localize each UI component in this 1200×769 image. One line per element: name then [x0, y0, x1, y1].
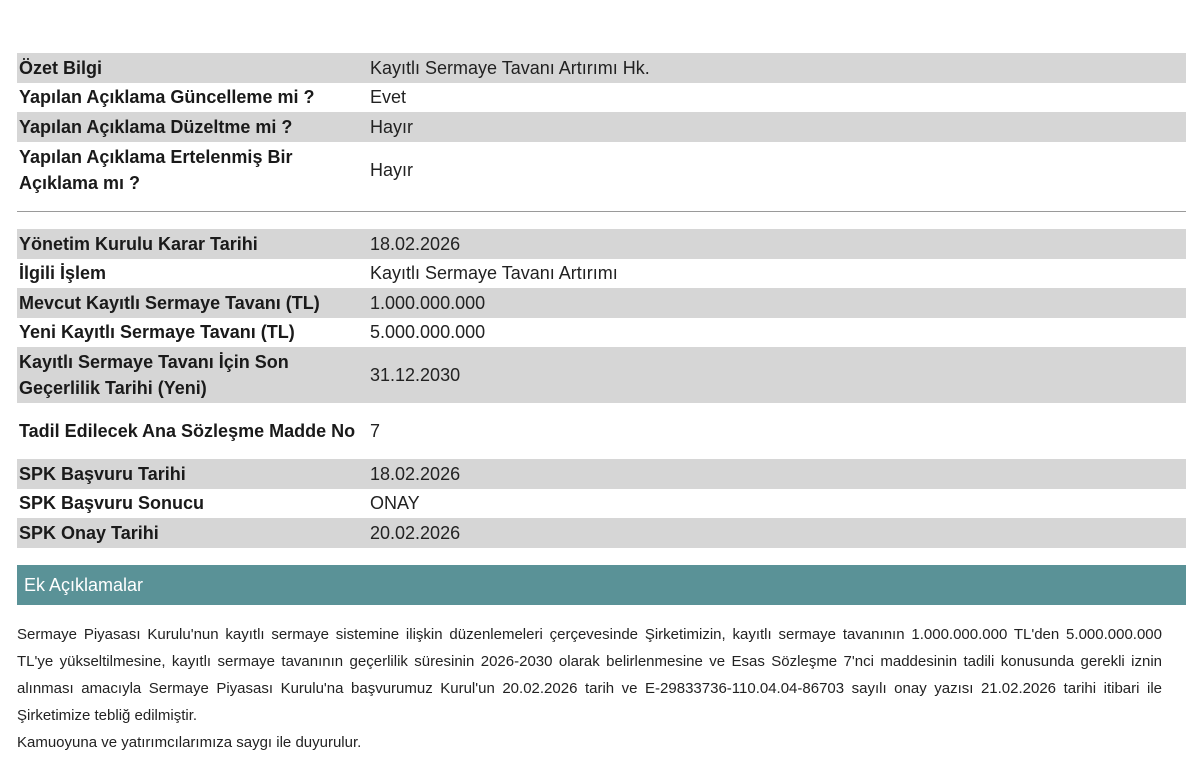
table-row [17, 518, 1186, 548]
row-label: Özet Bilgi [17, 53, 368, 83]
table-row [17, 403, 1186, 459]
row-value: 31.12.2030 [368, 347, 1186, 403]
section-divider [17, 211, 1186, 212]
table-row [17, 112, 1186, 142]
row-value: 18.02.2026 [368, 459, 1186, 489]
table-row [17, 347, 1186, 403]
table-row [17, 83, 1186, 113]
row-label: İlgili İşlem [17, 259, 368, 289]
row-label: Yapılan Açıklama Güncelleme mi ? [17, 83, 368, 113]
ek-aciklamalar-header: Ek Açıklamalar [17, 565, 1186, 605]
row-label: Kayıtlı Sermaye Tavanı İçin Son Geçerlilik Tarihi (Yeni) [17, 347, 368, 403]
table-row [17, 53, 1186, 83]
row-label: SPK Başvuru Tarihi [17, 459, 368, 489]
row-value: Evet [368, 83, 1186, 113]
row-value: 7 [368, 403, 1186, 459]
summary-table [17, 53, 1186, 198]
row-value: ONAY [368, 489, 1186, 519]
row-label: Yönetim Kurulu Karar Tarihi [17, 229, 368, 259]
row-label: Yapılan Açıklama Ertelenmiş Bir Açıklama mı ? [17, 142, 368, 198]
ek-aciklamalar-body [17, 621, 1162, 756]
closing-paragraph: Kamuoyuna ve yatırımcılarımıza saygı ile duyurulur. [17, 734, 362, 751]
row-label: SPK Başvuru Sonucu [17, 489, 368, 519]
table-row [17, 459, 1186, 489]
row-label: Yeni Kayıtlı Sermaye Tavanı (TL) [17, 318, 368, 348]
row-value: 20.02.2026 [368, 518, 1186, 548]
row-value: 1.000.000.000 [368, 288, 1186, 318]
table-row [17, 259, 1186, 289]
row-label: SPK Onay Tarihi [17, 518, 368, 548]
row-value: Kayıtlı Sermaye Tavanı Artırımı Hk. [368, 53, 1186, 83]
table-row [17, 288, 1186, 318]
table-row [17, 489, 1186, 519]
row-label: Yapılan Açıklama Düzeltme mi ? [17, 112, 368, 142]
row-value: 18.02.2026 [368, 229, 1186, 259]
announcement-paragraph: Sermaye Piyasası Kurulu'nun kayıtlı sermaye sistemine ilişkin düzenlemeleri çerçevesinde Şirketimizin, kayıtlı sermaye tavanının 1.000.000.000 TL'den 5.000.000.000 TL'ye yükseltilmesine, kayıtlı sermaye tavanının geçerlilik süresinin 2026-2030 olarak belirlenmesine ve Esas Sözleşme 7'nci maddesinin tadili konusunda gerekli iznin alınması amacıyla Sermaye Piyasası Kurulu'na başvurumuz Kurul'un 20.02.2026 tarih ve E-29833736-110.04.04-86703 sayılı onay yazısı 21.02.2026 tarihi itibari ile Şirketimize tebliğ edilmiştir. [17, 626, 1162, 724]
row-label: Tadil Edilecek Ana Sözleşme Madde No [17, 403, 368, 459]
row-label: Mevcut Kayıtlı Sermaye Tavanı (TL) [17, 288, 368, 318]
row-value: Kayıtlı Sermaye Tavanı Artırımı [368, 259, 1186, 289]
table-row [17, 229, 1186, 259]
row-value: Hayır [368, 112, 1186, 142]
table-row [17, 142, 1186, 198]
row-value: 5.000.000.000 [368, 318, 1186, 348]
row-value: Hayır [368, 142, 1186, 198]
details-table [17, 229, 1186, 548]
table-row [17, 318, 1186, 348]
